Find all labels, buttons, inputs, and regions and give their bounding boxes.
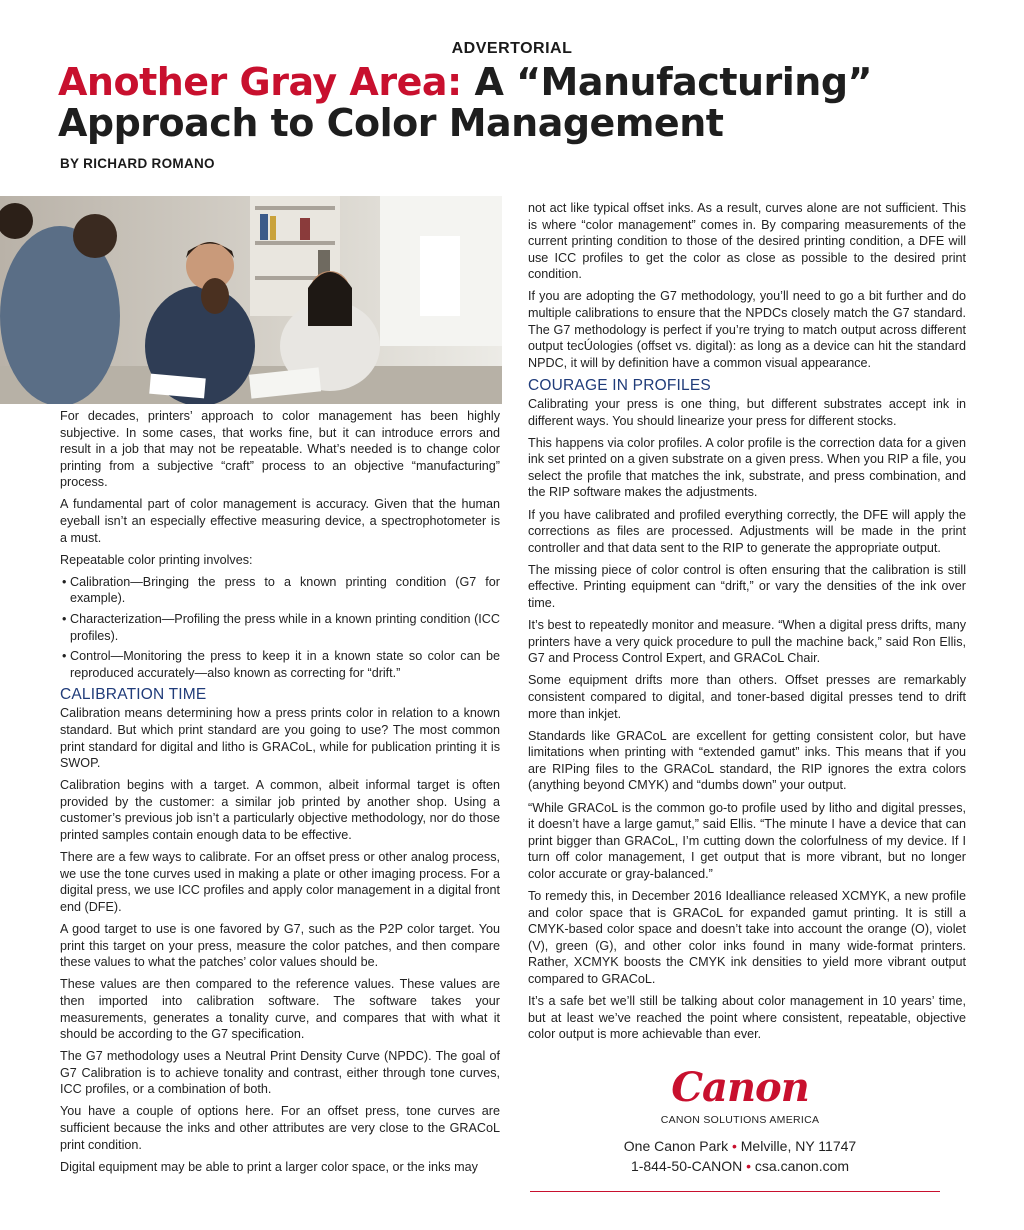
paragraph: Calibration means determining how a press prints color in relation to a known standard. But which print standard are you going to use? The most common print standard for digital and litho is GRACoL, while for publication printing it is SWOP. xyxy=(60,706,500,771)
left-column xyxy=(60,408,500,1181)
paragraph: “While GRACoL is the common go-to profile used by litho and digital presses, it doesn’t have a large gamut,” said Ellis. “The minute I have a device that can print bigger than GRACoL, I’m cutting down the colorfulness of my device. If I turn off color management, I get output that is more vibrant, but no longer color accurate or gray-balanced.” xyxy=(528,800,966,881)
street-address: One Canon Park xyxy=(623,1138,729,1154)
address-line-2 xyxy=(580,1156,900,1176)
canon-logo: Canon xyxy=(671,1064,809,1111)
paragraph: A fundamental part of color management is accuracy. Given that the human eyeball isn’t an especially effective measuring device, a spectrophotometer is a must. xyxy=(60,497,500,545)
paragraph: This happens via color profiles. A color profile is the correction data for a given ink set printed on a given substrate on a given press. When you RIP a file, you select the profile that matches the ink, substrate, and press combination, and the RIP software makes the adjustments. xyxy=(528,435,966,500)
headline-main-part: A “Manufacturing” Approach to Color Management xyxy=(58,60,873,145)
kicker-label: ADVERTORIAL xyxy=(451,40,573,57)
website: csa.canon.com xyxy=(754,1158,850,1174)
city-state-zip: Melville, NY 11747 xyxy=(740,1138,857,1154)
headline-red-part: Another Gray Area: xyxy=(58,60,462,104)
list-item: • Characterization—Profiling the press while in a known printing condition (ICC profiles). xyxy=(60,611,500,644)
article-headline xyxy=(58,62,998,144)
section-heading-calibration: CALIBRATION TIME xyxy=(60,686,207,704)
paragraph: For decades, printers’ approach to color management has been highly subjective. In some cases, that works fine, but it can introduce errors and result in a job that may not be repeatable. What’s needed is to change color printing from a subjective “craft” process to an objective “manufacturing” process. xyxy=(60,409,500,490)
section-heading-profiles: COURAGE IN PROFILES xyxy=(528,376,711,394)
paragraph: Calibrating your press is one thing, but different substrates accept ink in different ways. You should linearize your press for different stocks. xyxy=(528,396,966,428)
footer-rule xyxy=(530,1191,940,1192)
paragraph: A good target to use is one favored by G7, such as the P2P color target. You print this target on your press, measure the color patches, and then compare these values to what the patches’ color values should be. xyxy=(60,922,500,970)
paragraph: not act like typical offset inks. As a result, curves alone are not sufficient. This is where “color management” comes in. By comparing measurements of the current printing condition to those of the desired printing condition, a DFE will use ICC profiles to get the color as close as possible to the desired print condition. xyxy=(528,201,966,282)
paragraph: Repeatable color printing involves: xyxy=(60,552,253,567)
paragraph: You have a couple of options here. For an offset press, tone curves are sufficient because the inks and other attributes are very close to the GRACoL print condition. xyxy=(60,1104,500,1152)
paragraph: The G7 methodology uses a Neutral Print Density Curve (NPDC). The goal of G7 Calibration is to achieve tonality and contrast, either through tone curves, ICC profiles, or a combination of both. xyxy=(60,1049,500,1097)
address-line-1 xyxy=(580,1136,900,1156)
bullet-list xyxy=(60,574,500,682)
paragraph: To remedy this, in December 2016 Idealliance released XCMYK, a new profile and color space that is GRACoL for expanded gamut printing. It is still a CMYK-based color space and doesn’t take into account the orange (O), violet (V), green (G), and other color inks found in many wide-format printers. Rather, XCMYK boosts the CMYK ink densities to yield more vibrant output compared to GRACoL. xyxy=(528,888,966,986)
sponsor-block xyxy=(580,1066,900,1176)
right-column xyxy=(528,200,966,1048)
company-name: CANON SOLUTIONS AMERICA xyxy=(660,1114,820,1126)
paragraph: It’s best to repeatedly monitor and measure. “When a digital press drifts, many printers have a very quick procedure to pull the machine back,” said Ron Ellis, G7 and Process Control Expert, and GRACoL Chair. xyxy=(528,618,966,666)
paragraph: Digital equipment may be able to print a larger color space, or the inks may xyxy=(60,1159,478,1174)
paragraph: There are a few ways to calibrate. For an offset press or other analog process, we use the tone curves used in making a plate or other imaging process. For a digital press, we use ICC profiles and apply color management in a digital front end (DFE). xyxy=(60,850,500,914)
paragraph: Some equipment drifts more than others. Offset presses are remarkably consistent compared to digital, and toner-based digital presses tend to drift more than inkjet. xyxy=(528,673,966,721)
paragraph: If you have calibrated and profiled everything correctly, the DFE will apply the corrections as files are processed. Adjustments will be made in the print controller and that data sent to the RIP to generate the appropriate output. xyxy=(528,507,966,555)
paragraph: The missing piece of color control is often ensuring that the calibration is still effective. Printing equipment can “drift,” or vary the densities of the ink over time. xyxy=(528,562,966,610)
paragraph: These values are then compared to the reference values. These values are then imported into calibration software. The software takes your measurements, generates a tonality curve, and compares that with what it should be according to the G7 specification. xyxy=(60,977,500,1042)
list-item: • Calibration—Bringing the press to a known printing condition (G7 for example). xyxy=(60,574,500,607)
paragraph: It’s a safe bet we’ll still be talking about color management in 10 years’ time, but at least we’ve reached the point where consistent, repeatable, objective color output is more achievable than ever. xyxy=(528,994,966,1042)
paragraph: If you are adopting the G7 methodology, you’ll need to go a bit further and do multiple calibrations to ensure that the NPDCs closely match the G7 standard. The G7 methodology is perfect if you’re trying to match output across different output tecÚologies (offset vs. digital): as long as a device can hit the standard NPDC, it will by definition have a common visual appearance. xyxy=(528,289,966,370)
article-photo xyxy=(0,196,502,404)
phone-number: 1-844-50-CANON xyxy=(630,1158,743,1174)
separator-dot: • xyxy=(746,1158,751,1174)
list-item: • Control—Monitoring the press to keep it in a known state so color can be reproduced accurately—also known as correcting for “drift.” xyxy=(60,648,500,681)
byline: BY RICHARD ROMANO xyxy=(60,156,215,171)
paragraph: Standards like GRACoL are excellent for getting consistent color, but have limitations when printing with “extended gamut” inks. This means that if you are RIPing files to the GRACoL standard, the RIP ignores the extra colors (anything beyond CMYK) and “dumbs down” your output. xyxy=(528,728,966,793)
paragraph: Calibration begins with a target. A common, albeit informal target is often provided by the customer: a similar job printed by another shop. Using a customer’s previous job isn’t a particularly objective methodology, nor do those printed samples contain enough data to be effective. xyxy=(60,778,500,843)
photo-illustration xyxy=(0,196,502,404)
separator-dot: • xyxy=(731,1138,737,1154)
